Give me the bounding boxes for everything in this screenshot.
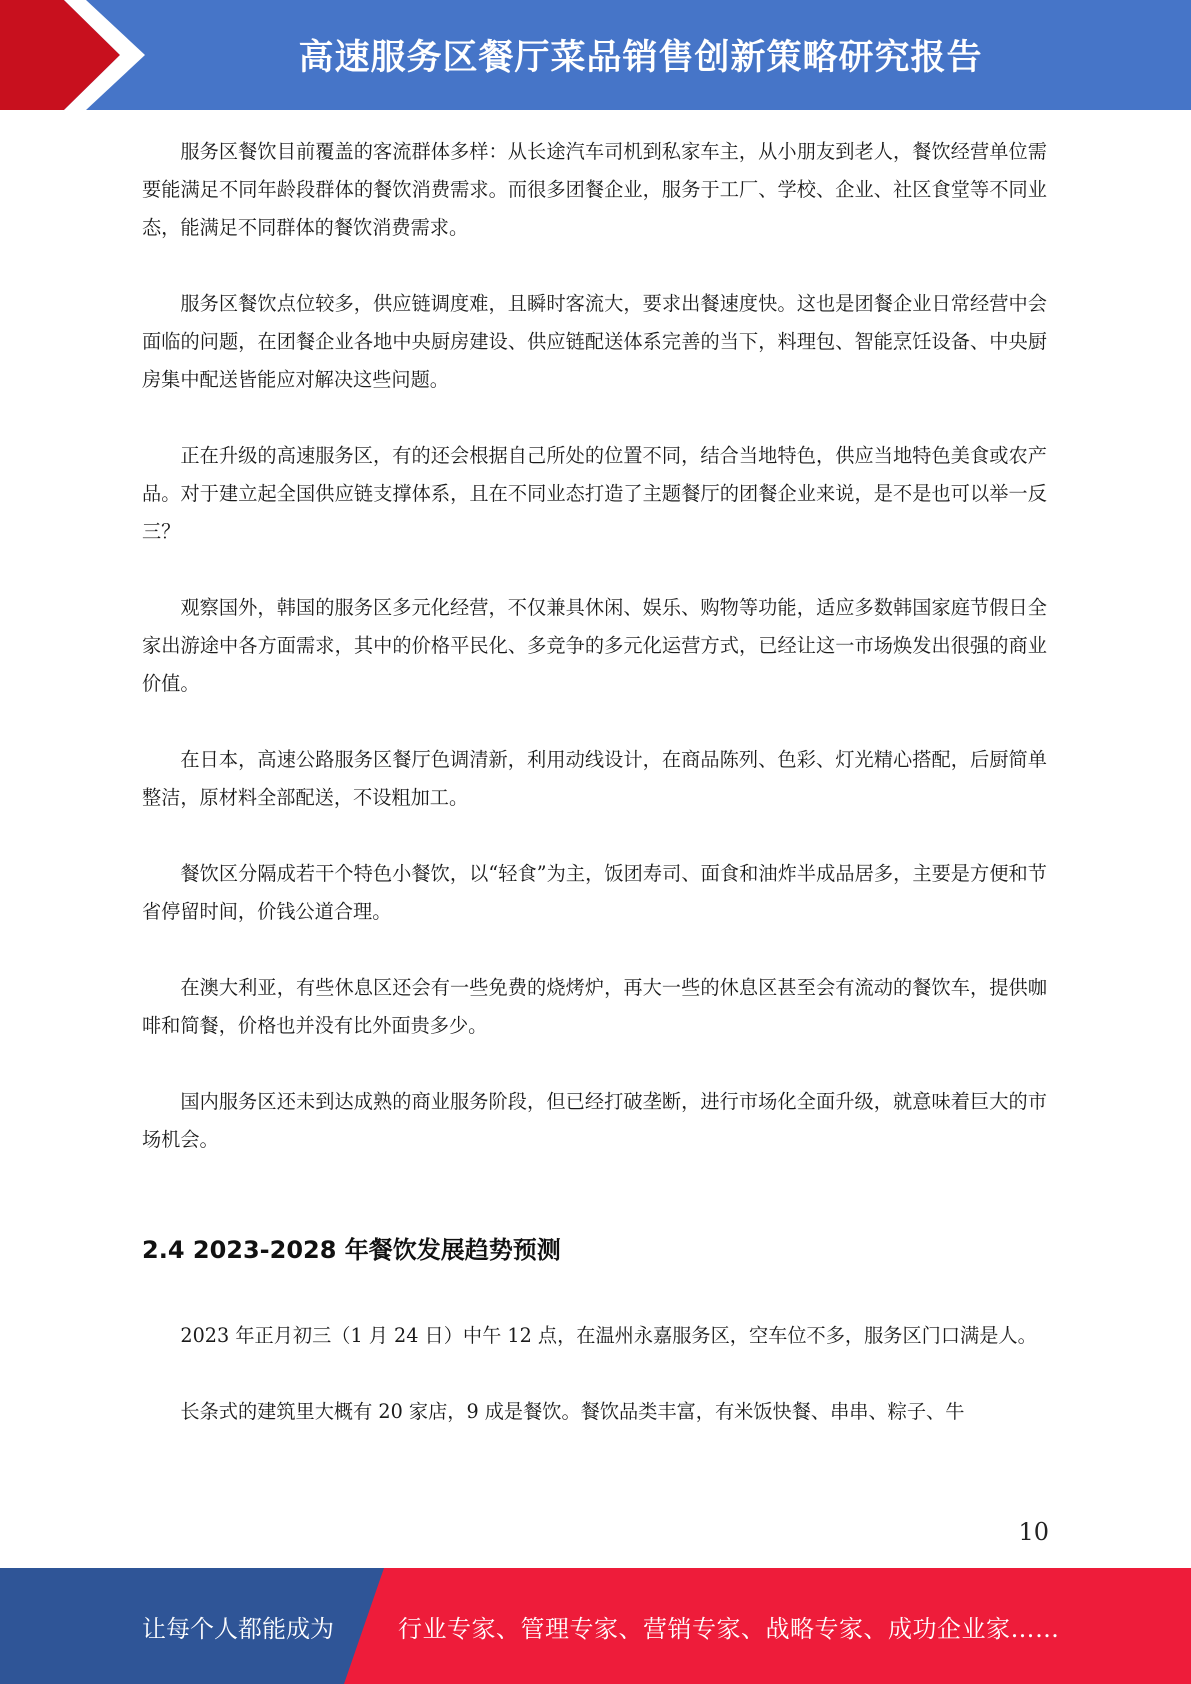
paragraph: 服务区餐饮点位较多，供应链调度难，且瞬时客流大，要求出餐速度快。这也是团餐企业日常经营中会面临的问题，在团餐企业各地中央厨房建设、供应链配送体系完善的当下，料理包、智能烹饪设备、中央厨房集中配送皆能应对解决这些问题。 <box>142 292 1047 391</box>
footer-slogan-right: 行业专家、管理专家、营销专家、战略专家、成功企业家…… <box>398 1614 1060 1643</box>
paragraph: 在澳大利亚，有些休息区还会有一些免费的烧烤炉，再大一些的休息区甚至会有流动的餐饮车，提供咖啡和简餐，价格也并没有比外面贵多少。 <box>142 976 1047 1037</box>
footer-slogan-left: 让每个人都能成为 <box>142 1614 334 1643</box>
document-title: 高速服务区餐厅菜品销售创新策略研究报告 <box>298 38 983 78</box>
paragraph: 长条式的建筑里大概有 20 家店，9 成是餐饮。餐饮品类丰富，有米饭快餐、串串、粽子、牛 <box>180 1400 965 1423</box>
report-body <box>142 133 1047 1469</box>
section-heading: 2.4 2023-2028 年餐饮发展趋势预测 <box>142 1236 561 1264</box>
paragraph: 餐饮区分隔成若干个特色小餐饮，以“轻食”为主，饭团寿司、面食和油炸半成品居多，主要是方便和节省停留时间，价钱公道合理。 <box>142 862 1047 923</box>
paragraph: 观察国外，韩国的服务区多元化经营，不仅兼具休闲、娱乐、购物等功能，适应多数韩国家庭节假日全家出游途中各方面需求，其中的价格平民化、多竞争的多元化运营方式，已经让这一市场焕发出很强的商业价值。 <box>142 596 1047 695</box>
page-header-banner <box>0 0 1191 110</box>
paragraph: 在日本，高速公路服务区餐厅色调清新，利用动线设计，在商品陈列、色彩、灯光精心搭配，后厨简单整洁，原材料全部配送，不设粗加工。 <box>142 748 1047 809</box>
page-number: 10 <box>1018 1518 1049 1546</box>
paragraph: 服务区餐饮目前覆盖的客流群体多样：从长途汽车司机到私家车主，从小朋友到老人，餐饮经营单位需要能满足不同年龄段群体的餐饮消费需求。而很多团餐企业，服务于工厂、学校、企业、社区食堂等不同业态，能满足不同群体的餐饮消费需求。 <box>142 140 1047 239</box>
header-arrow-decoration <box>0 0 150 110</box>
page-footer-banner <box>0 1568 1191 1684</box>
paragraph: 国内服务区还未到达成熟的商业服务阶段，但已经打破垄断，进行市场化全面升级，就意味着巨大的市场机会。 <box>142 1090 1047 1151</box>
paragraph: 正在升级的高速服务区，有的还会根据自己所处的位置不同，结合当地特色，供应当地特色美食或农产品。对于建立起全国供应链支撑体系，且在不同业态打造了主题餐厅的团餐企业来说，是不是也可以举一反三？ <box>142 444 1047 543</box>
paragraph: 2023 年正月初三（1 月 24 日）中午 12 点，在温州永嘉服务区，空车位不多，服务区门口满是人。 <box>180 1324 1037 1347</box>
